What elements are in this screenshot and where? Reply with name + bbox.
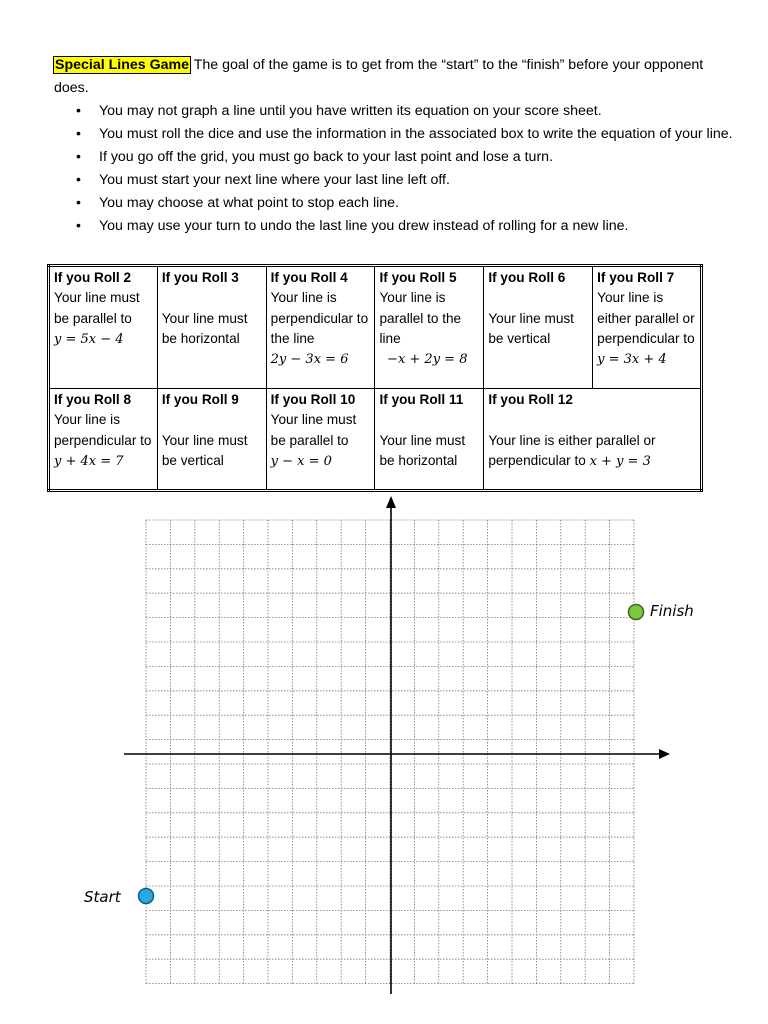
roll-8-text: Your line is perpendicular to — [54, 412, 152, 448]
roll-10-equation: y − x = 0 — [270, 453, 332, 469]
grid-lines — [146, 520, 634, 984]
start-label: Start — [84, 888, 121, 906]
roll-9-heading: If you Roll 9 — [161, 392, 239, 407]
rule-item: • You must roll the dice and use the information in the associated box to write the equation of your line. — [54, 123, 734, 146]
roll-11-text: Your line must be horizontal — [379, 432, 466, 468]
roll-2-heading: If you Roll 2 — [54, 270, 132, 285]
roll-11-heading: If you Roll 11 — [379, 392, 464, 407]
finish-label: Finish — [650, 602, 694, 620]
roll-7-text: Your line is either parallel or perpendicular to — [597, 290, 695, 346]
rule-item: • You may use your turn to undo the last line you drew instead of rolling for a new line. — [54, 215, 734, 238]
roll-12-equation: x + y = 3 — [589, 453, 651, 469]
roll-8-equation: y + 4x = 7 — [54, 453, 124, 469]
roll-8-heading: If you Roll 8 — [54, 392, 132, 407]
roll-4-heading: If you Roll 4 — [270, 270, 348, 285]
finish-point — [629, 605, 644, 620]
rule-item: • If you go off the grid, you must go back to your last point and lose a turn. — [54, 146, 734, 169]
roll-10-heading: If you Roll 10 — [270, 392, 356, 407]
y-axis-arrow-icon — [386, 496, 396, 508]
roll-3-text: Your line must be horizontal — [161, 310, 248, 346]
roll-5-heading: If you Roll 5 — [379, 270, 457, 285]
roll-6-heading: If you Roll 6 — [488, 270, 566, 285]
roll-12-heading: If you Roll 12 — [488, 392, 573, 407]
roll-12-text: Your line is either parallel or perpendicular to — [488, 432, 656, 468]
roll-9-text: Your line must be vertical — [161, 432, 248, 468]
x-axis-arrow-icon — [659, 749, 670, 759]
roll-2-text: Your line must be parallel to — [54, 290, 140, 326]
game-title: Special Lines Game — [55, 57, 190, 73]
rule-item: • You must start your next line where your last line left off. — [54, 169, 734, 192]
roll-5-equation: −x + 2y = 8 — [387, 352, 468, 368]
rule-item: • You may not graph a line until you have written its equation on your score sheet. — [54, 100, 734, 123]
roll-10-text: Your line must be parallel to — [270, 412, 357, 448]
roll-7-heading: If you Roll 7 — [597, 270, 675, 285]
roll-4-text: Your line is perpendicular to the line — [270, 290, 369, 346]
start-point — [139, 889, 154, 904]
intro-text: The goal of the game is to get from the “start” to the “finish” before your opponent does. — [54, 57, 704, 96]
rule-item: • You may choose at what point to stop each line. — [54, 192, 734, 215]
roll-5-text: Your line is parallel to the line — [379, 290, 462, 346]
roll-3-heading: If you Roll 3 — [161, 270, 239, 285]
roll-6-text: Your line must be vertical — [488, 310, 574, 346]
roll-2-equation: y = 5x − 4 — [54, 331, 124, 347]
roll-4-equation: 2y − 3x = 6 — [270, 352, 349, 368]
roll-7-equation: y = 3x + 4 — [597, 352, 667, 368]
